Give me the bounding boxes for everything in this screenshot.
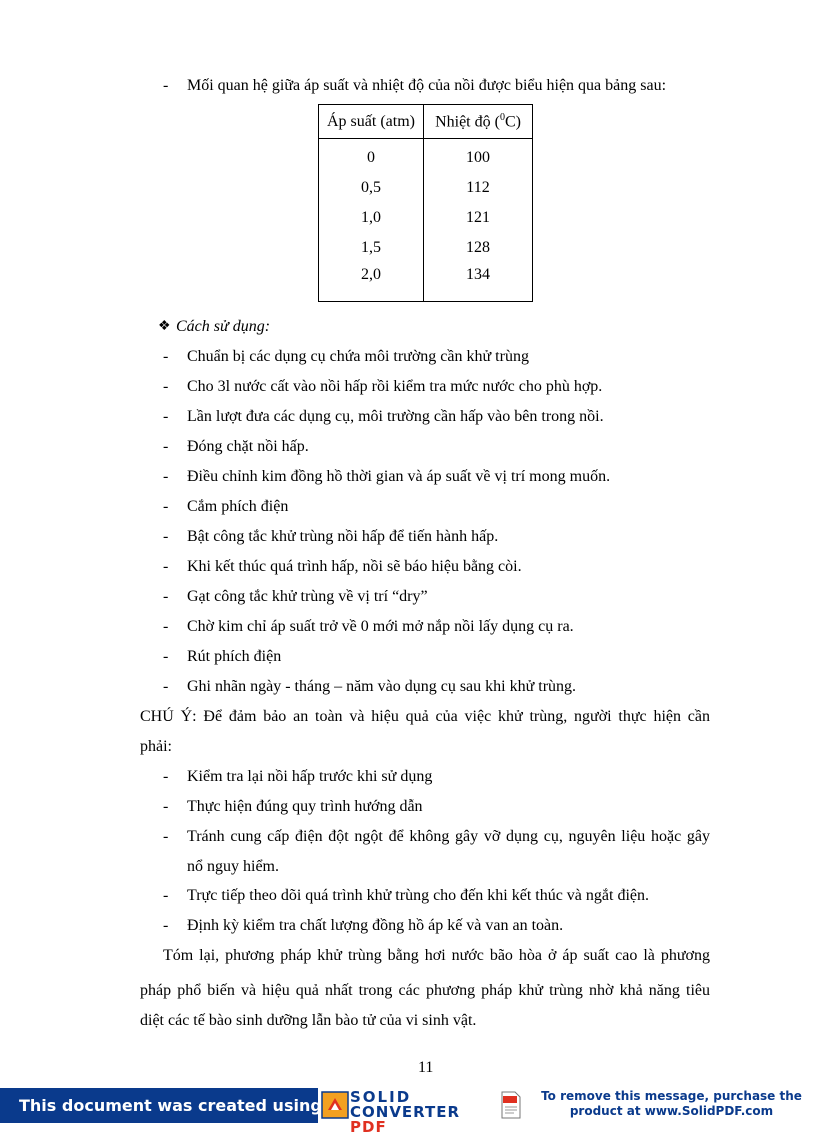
cell-temperature: 121 — [424, 203, 533, 233]
intro-text: Mối quan hệ giữa áp suất và nhiệt độ của nồi được biểu hiện qua bảng sau: — [187, 77, 667, 94]
bullet-dash: - — [163, 887, 169, 904]
cell-pressure: 0,5 — [319, 173, 424, 203]
bullet-dash: - — [163, 348, 169, 365]
list-item-text: Gạt công tắc khử trùng về vị trí “dry” — [187, 588, 428, 605]
purchase-line-2: product at — [569, 1104, 645, 1118]
list-item-text: Cắm phích điện — [187, 498, 289, 515]
pressure-temperature-table — [318, 104, 533, 302]
list-item-text: Trực tiếp theo dõi quá trình khử trùng cho đến khi kết thúc và ngắt điện. — [187, 887, 649, 904]
bullet-dash: - — [163, 468, 169, 485]
header-pressure: Áp suất (atm) — [319, 105, 424, 139]
summary-line-2: pháp phổ biến và hiệu quả nhất trong các phương pháp khử trùng nhờ khả năng tiêu — [140, 982, 710, 999]
list-item-text: Ghi nhãn ngày - tháng – năm vào dụng cụ sau khi khử trùng. — [187, 678, 577, 695]
cell-pressure: 1,0 — [319, 203, 424, 233]
cell-temperature: 128 — [424, 233, 533, 263]
solidpdf-link[interactable]: www.SolidPDF.com — [644, 1104, 774, 1118]
cell-temperature: 134 — [424, 263, 533, 302]
bullet-dash: - — [163, 378, 169, 395]
cell-temperature: 100 — [424, 139, 533, 174]
list-item-text: Chờ kim chỉ áp suất trở về 0 mới mở nắp nồi lấy dụng cụ ra. — [187, 618, 574, 635]
list-item-text: Định kỳ kiểm tra chất lượng đồng hồ áp kế và van an toàn. — [187, 917, 564, 934]
table-row — [319, 233, 533, 263]
header-temperature: Nhiệt độ ($^0$C) — [424, 105, 533, 139]
bullet-dash: - — [163, 678, 169, 695]
usage-heading-text: Cách sử dụng: — [176, 318, 271, 335]
list-item-text: Tránh cung cấp điện đột ngột để không gây vỡ dụng cụ, nguyên liệu hoặc gây — [187, 828, 710, 845]
bullet-dash: - — [163, 408, 169, 425]
footer-purchase-message — [527, 1089, 816, 1122]
list-item-text: Kiểm tra lại nồi hấp trước khi sử dụng — [187, 768, 433, 785]
list-item-text: Đóng chặt nồi hấp. — [187, 438, 309, 455]
list-item-text: Chuẩn bị các dụng cụ chứa môi trường cần khử trùng — [187, 348, 529, 365]
bullet-dash: - — [163, 648, 169, 665]
diamond-bullet-icon: ❖ — [158, 319, 171, 334]
table-row — [319, 263, 533, 302]
solid-converter-logo-icon — [320, 1090, 350, 1120]
table-row — [319, 203, 533, 233]
bullet-dash: - — [163, 828, 169, 845]
bullet-dash: - — [163, 498, 169, 515]
bullet-dash: - — [163, 558, 169, 575]
bullet-dash: - — [163, 588, 169, 605]
note-line-2: phải: — [140, 738, 172, 755]
cell-temperature: 112 — [424, 173, 533, 203]
bullet-dash: - — [163, 528, 169, 545]
summary-line-3: diệt các tế bào sinh dưỡng lẫn bào tử của vi sinh vật. — [140, 1012, 477, 1029]
summary-line-1: Tóm lại, phương pháp khử trùng bằng hơi nước bão hòa ở áp suất cao là phương — [163, 947, 710, 964]
bullet-dash: - — [163, 768, 169, 785]
solid-converter-logo-text: SOLID CONVERTER PDF — [350, 1088, 461, 1136]
pdf-document-icon — [500, 1091, 522, 1119]
bullet-dash: - — [163, 798, 169, 815]
list-item-text: Thực hiện đúng quy trình hướng dẫn — [187, 798, 423, 815]
note-line-1: CHÚ Ý: Để đảm bảo an toàn và hiệu quả của việc khử trùng, người thực hiện cần — [140, 708, 710, 725]
cell-pressure: 0 — [319, 139, 424, 174]
footer-banner-left — [0, 1088, 322, 1123]
table-row — [319, 139, 533, 174]
bullet-dash: - — [163, 618, 169, 635]
list-item-text: Rút phích điện — [187, 648, 282, 665]
page-number: 11 — [418, 1059, 434, 1076]
table-header-row — [319, 105, 533, 139]
list-item-text: Điều chỉnh kim đồng hồ thời gian và áp suất về vị trí mong muốn. — [187, 468, 611, 485]
cell-pressure: 2,0 — [319, 263, 424, 302]
purchase-line-1: To remove this message, purchase the — [541, 1089, 802, 1103]
bullet-dash: - — [163, 438, 169, 455]
list-item-text: Cho 3l nước cất vào nồi hấp rồi kiểm tra mức nước cho phù hợp. — [187, 378, 603, 395]
list-item-text: Khi kết thúc quá trình hấp, nồi sẽ báo hiệu bằng còi. — [187, 558, 522, 575]
list-item-continuation: nổ nguy hiểm. — [187, 858, 279, 875]
table-row — [319, 173, 533, 203]
cell-pressure: 1,5 — [319, 233, 424, 263]
list-item-text: Bật công tắc khử trùng nồi hấp để tiến hành hấp. — [187, 528, 499, 545]
footer-created-text: This document was created using — [19, 1096, 322, 1115]
solid-pdf-footer-banner — [0, 1088, 816, 1136]
list-item-text: Lần lượt đưa các dụng cụ, môi trường cần hấp vào bên trong nồi. — [187, 408, 604, 425]
bullet-dash: - — [163, 77, 169, 94]
bullet-dash: - — [163, 917, 169, 934]
